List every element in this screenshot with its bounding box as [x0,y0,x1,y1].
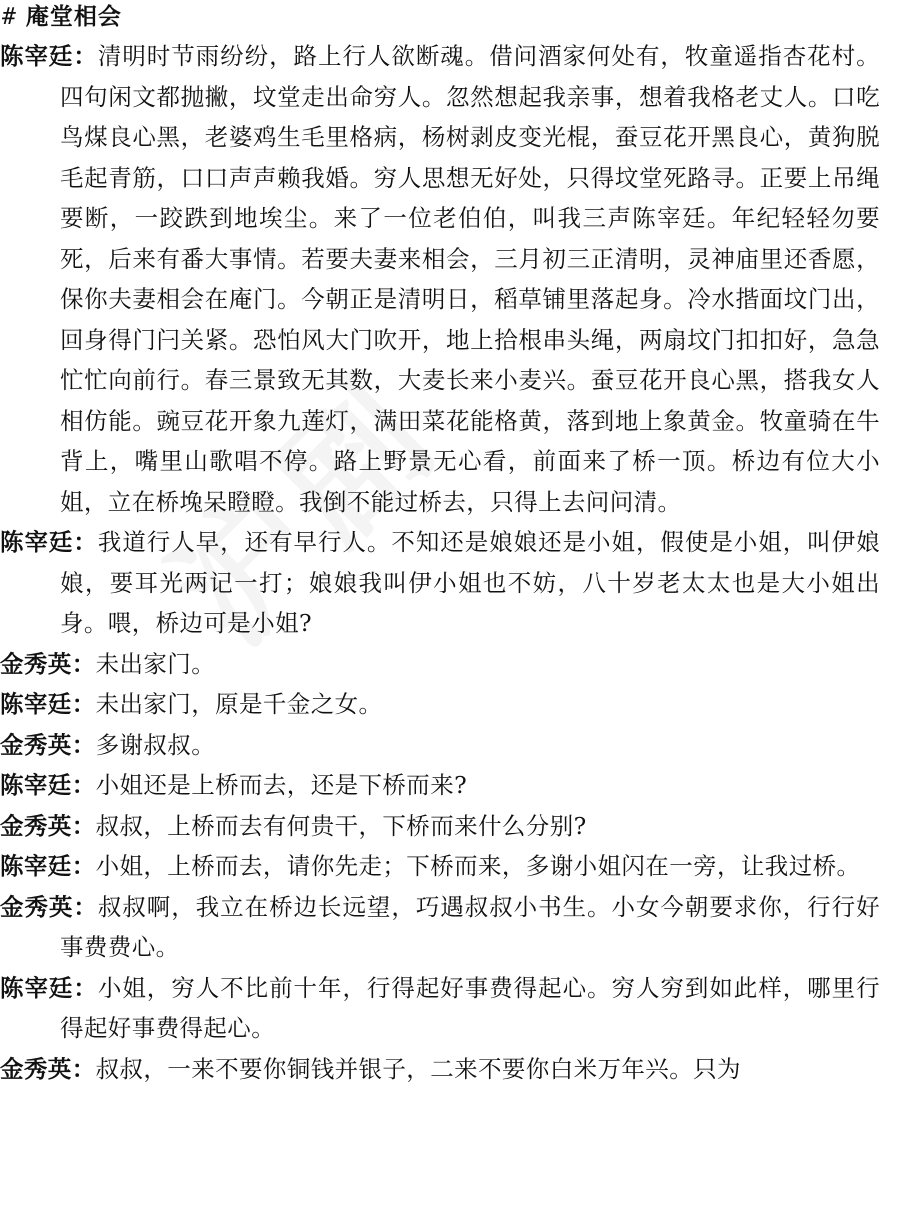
line-text: 小姐还是上桥而去，还是下桥而来? [95,771,468,799]
dialogue-line [0,1049,880,1090]
line-text: 叔叔，一来不要你铜钱并银子，二来不要你白米万年兴。只为 [95,1054,741,1083]
dialogue-line [0,765,880,806]
dialogue-line [0,36,880,522]
speaker-name: 金秀英： [0,730,96,759]
line-text: 我道行人早，还有早行人。不知还是娘娘还是小姐，假使是小姐，叫伊娘娘，要耳光两记一打；娘娘我叫伊小姐也不妨，八十岁老太太也是大小姐出身。喂，桥边可是小姐? [60,528,880,637]
dialogue-line [0,725,880,766]
line-text: 小姐，穷人不比前十年，行得起好事费得起心。穷人穷到如此样，哪里行得起好事费得起心。 [60,973,880,1042]
speaker-name: 陈宰廷： [0,973,98,1002]
speaker-name: 金秀英： [0,892,98,921]
dialogue [0,36,880,1089]
line-text: 未出家门，原是千金之女。 [95,690,383,718]
speaker-name: 金秀英： [0,649,96,678]
line-text: 小姐，上桥而去，请你先走；下桥而来，多谢小姐闪在一旁，让我过桥。 [95,852,861,880]
dialogue-line [0,887,880,968]
dialogue-line [0,968,880,1049]
speaker-name: 陈宰廷： [0,771,96,799]
line-text: 叔叔，上桥而去有何贵干，下桥而来什么分别? [95,811,587,840]
speaker-name: 陈宰廷： [0,690,96,718]
line-text: 清明时节雨纷纷，路上行人欲断魂。借问酒家何处有，牧童遥指杏花村。四句闲文都抛撇，坟堂走出命穷人。忽然想起我亲事，想着我格老丈人。口吃鸟煤良心黑，老婆鸡生毛里格病，杨树剥皮变光棍，蚕豆花开黑良心，黄狗脱毛起青筋，口口声声赖我婚。穷人思想无好处，只得坟堂死路寻。正要上吊绳要断，一跤跌到地埃尘。来了一位老伯伯，叫我三声陈宰廷。年纪轻轻勿要死，后来有番大事情。若要夫妻来相会，三月初三正清明，灵神庙里还香愿，保你夫妻相会在庵门。今朝正是清明日，稻草铺里落起身。冷水揩面坟门出，回身得门闩关紧。恐怕风大门吹开，地上拾根串头绳，两扇坟门扣扣好，急急忙忙向前行。春三景致无其数，大麦长来小麦兴。蚕豆花开良心黑，搭我女人相仿能。豌豆花开象九莲灯，满田菜花能格黄，落到地上象黄金。牧童骑在牛背上，嘴里山歌唱不停。路上野景无心看，前面来了桥一顶。桥边有位大小姐，立在桥堍呆瞪瞪。我倒不能过桥去，只得上去问问清。 [60,42,880,516]
speaker-name: 陈宰廷： [0,528,98,556]
speaker-name: 陈宰廷： [0,42,98,70]
section-title: 庵堂相会 [25,3,122,30]
section-heading [2,0,122,34]
dialogue-line [0,522,880,644]
dialogue-line [0,644,880,685]
speaker-name: 金秀英： [0,1054,96,1083]
speaker-name: 陈宰廷： [0,852,96,880]
line-text: 未出家门。 [95,649,216,678]
heading-marker: # [2,4,16,30]
dialogue-line [0,806,880,847]
line-text: 多谢叔叔。 [95,730,216,759]
speaker-name: 金秀英： [0,811,96,840]
dialogue-line [0,684,880,725]
dialogue-line [0,846,880,887]
line-text: 叔叔啊，我立在桥边长远望，巧遇叔叔小书生。小女今朝要求你，行行好事费费心。 [60,892,880,961]
